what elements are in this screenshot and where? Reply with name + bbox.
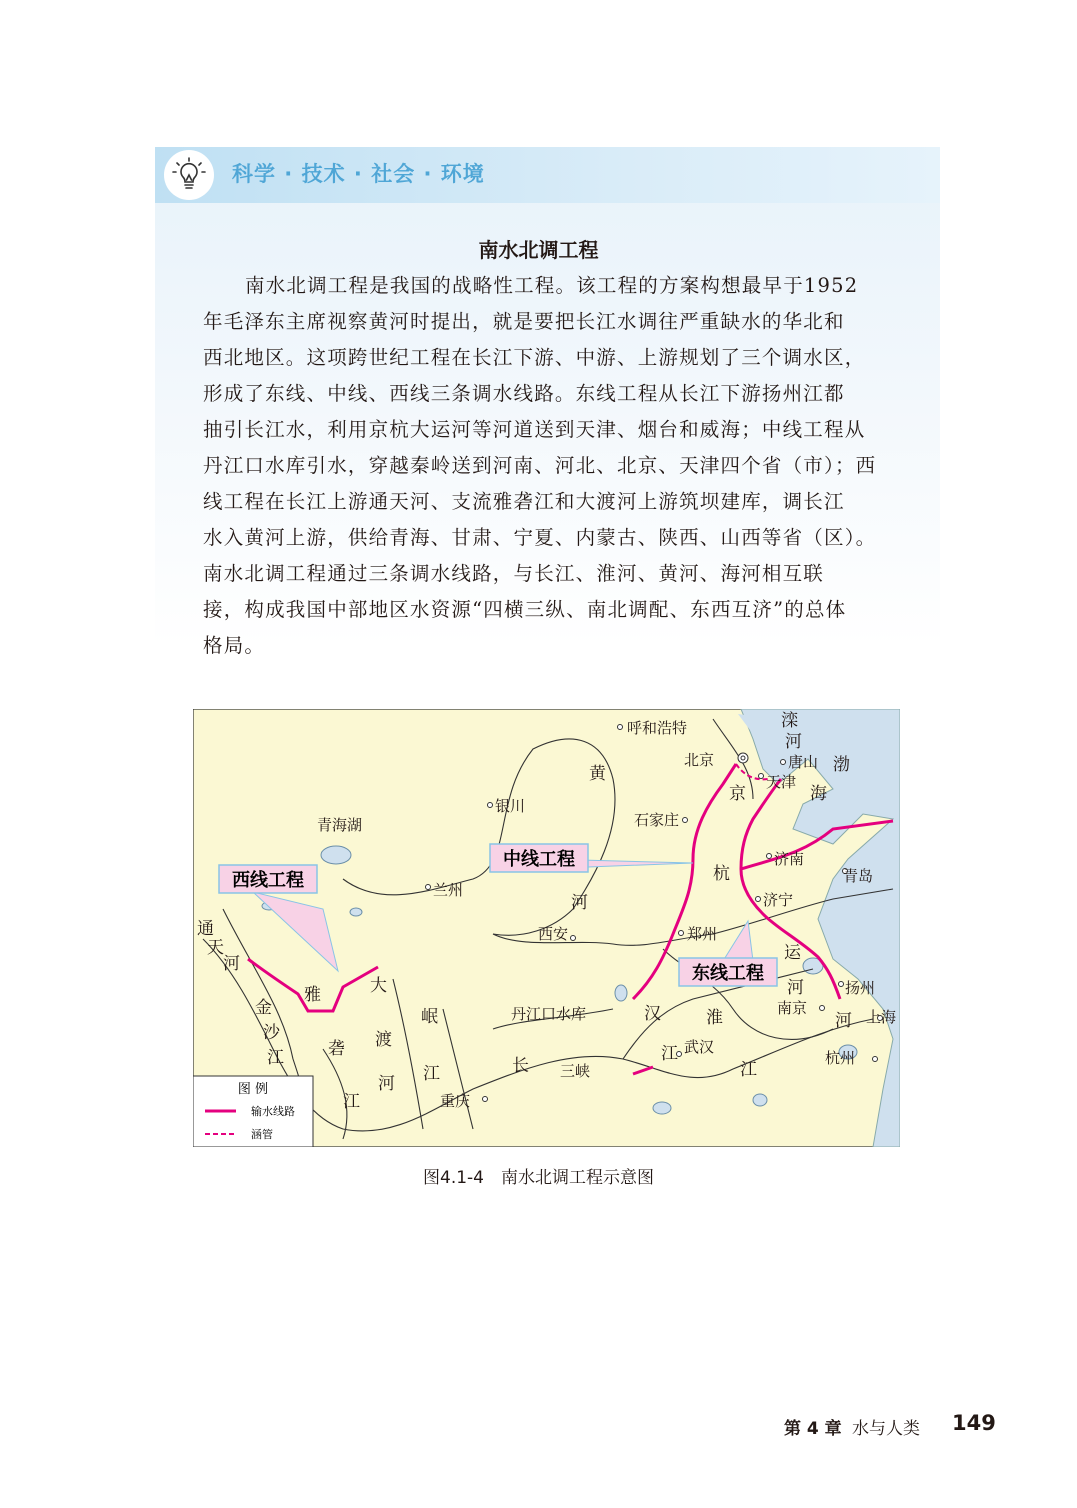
map-legend: [193, 1076, 313, 1147]
paragraph-line: 水入黄河上游，供给青海、甘肃、宁夏、内蒙古、陕西、山西等省（区）。: [203, 526, 877, 549]
city-label-lanzhou: 兰州: [433, 881, 464, 899]
paragraph-line: 西北地区。这项跨世纪工程在长江下游、中游、上游规划了三个调水区，: [203, 346, 866, 369]
legend-title: 图 例: [237, 1082, 269, 1097]
city-label-yinchuan: 银川: [495, 797, 526, 815]
canal-label: 杭: [713, 864, 730, 884]
river-label: 江: [423, 1064, 440, 1084]
city-label-sanxia: 三峡: [560, 1062, 591, 1080]
canal-label: 运: [784, 943, 801, 963]
legend-culvert-label: 涵管: [251, 1128, 273, 1141]
article-title: 南水北调工程: [478, 238, 599, 262]
river-label: 长: [512, 1056, 529, 1076]
city-label-nanjing: 南京: [777, 999, 808, 1017]
city-label-jinan: 济南: [774, 850, 805, 868]
city-label-beijing: 北京: [684, 751, 715, 769]
city-label-wuhan: 武汉: [684, 1038, 715, 1056]
city-label-danjiangkou: 丹江口水库: [511, 1005, 587, 1023]
city-label-yangzhou: 扬州: [845, 979, 876, 997]
paragraph-line: 接，构成我国中部地区水资源“四横三纵、南北调配、东西互济”的总体: [203, 598, 847, 621]
river-label: 通: [197, 919, 214, 939]
river-label: 河: [571, 893, 588, 913]
middle-route-label: 中线工程: [503, 849, 575, 870]
lightbulb-icon: [164, 150, 214, 200]
canal-label: 京: [729, 784, 746, 804]
city-label-hangzhou: 杭州: [825, 1049, 856, 1067]
canal-label: 河: [787, 978, 804, 998]
city-label-zhengzhou: 郑州: [687, 925, 718, 943]
section-title: 科学 · 技术 · 社会 · 环境: [232, 162, 485, 186]
river-label: 滦: [781, 711, 798, 731]
city-label-shijiazhuang: 石家庄: [634, 811, 680, 829]
paragraph-line: 线工程在长江上游通天河、支流雅砻江和大渡河上游筑坝建库，调长江: [203, 490, 845, 513]
city-label-qingdao: 青岛: [843, 867, 874, 885]
river-label: 汉: [644, 1004, 661, 1024]
legend-route-label: 输水线路: [251, 1105, 295, 1118]
lake-label-qinghai: 青海湖: [317, 816, 363, 834]
paragraph-line: 形成了东线、中线、西线三条调水线路。东线工程从长江下游扬州江都: [203, 382, 845, 405]
paragraph-line: 丹江口水库引水，穿越秦岭送到河南、河北、北京、天津四个省（市）；西: [203, 454, 877, 477]
footer-chapter: 第 4 章: [784, 1419, 842, 1439]
water-diversion-map: [193, 709, 900, 1147]
paragraph-line: 格局。: [203, 634, 266, 657]
footer-chapter-title: 水与人类: [852, 1419, 920, 1439]
figure-caption: 图4.1-4 南水北调工程示意图: [423, 1168, 654, 1188]
river-label: 河: [378, 1074, 395, 1094]
river-label: 黄: [589, 764, 606, 784]
west-route-label: 西线工程: [232, 870, 304, 891]
sea-label: 海: [810, 784, 827, 804]
east-route-label: 东线工程: [692, 963, 764, 984]
paragraph-line: 南水北调工程是我国的战略性工程。该工程的方案构想最早于1952: [245, 274, 859, 297]
river-label: 河: [835, 1011, 852, 1031]
river-label: 雅: [304, 985, 321, 1005]
paragraph-line: 抽引长江水，利用京杭大运河等河道送到天津、烟台和威海；中线工程从: [203, 418, 866, 441]
river-label: 天: [207, 938, 224, 958]
river-label: 江: [740, 1060, 757, 1080]
river-label: 江: [267, 1048, 284, 1068]
city-label-tianjin: 天津: [766, 773, 797, 791]
river-label: 岷: [421, 1007, 438, 1027]
river-label: 江: [343, 1092, 360, 1112]
city-label-chongqing: 重庆: [440, 1092, 471, 1110]
river-label: 沙: [263, 1023, 280, 1043]
river-label: 金: [255, 998, 272, 1018]
city-label-hohhot: 呼和浩特: [627, 719, 688, 737]
paragraph-line: 年毛泽东主席视察黄河时提出，就是要把长江水调往严重缺水的华北和: [203, 310, 845, 333]
page-number: 149: [952, 1411, 996, 1435]
river-label: 大: [370, 976, 387, 996]
sea-label: 渤: [833, 755, 850, 775]
city-label-jining: 济宁: [763, 891, 794, 909]
city-label-shanghai: 上海: [866, 1008, 897, 1026]
river-label: 砻: [328, 1039, 345, 1059]
river-label: 淮: [706, 1008, 723, 1028]
river-label: 河: [223, 954, 240, 974]
paragraph-line: 南水北调工程通过三条调水线路，与长江、淮河、黄河、海河相互联: [203, 562, 825, 585]
river-label: 江: [661, 1044, 678, 1064]
river-label: 渡: [375, 1030, 392, 1050]
city-label-tangshan: 唐山: [788, 753, 819, 771]
city-label-xian: 西安: [538, 925, 569, 943]
river-label: 河: [785, 732, 802, 752]
